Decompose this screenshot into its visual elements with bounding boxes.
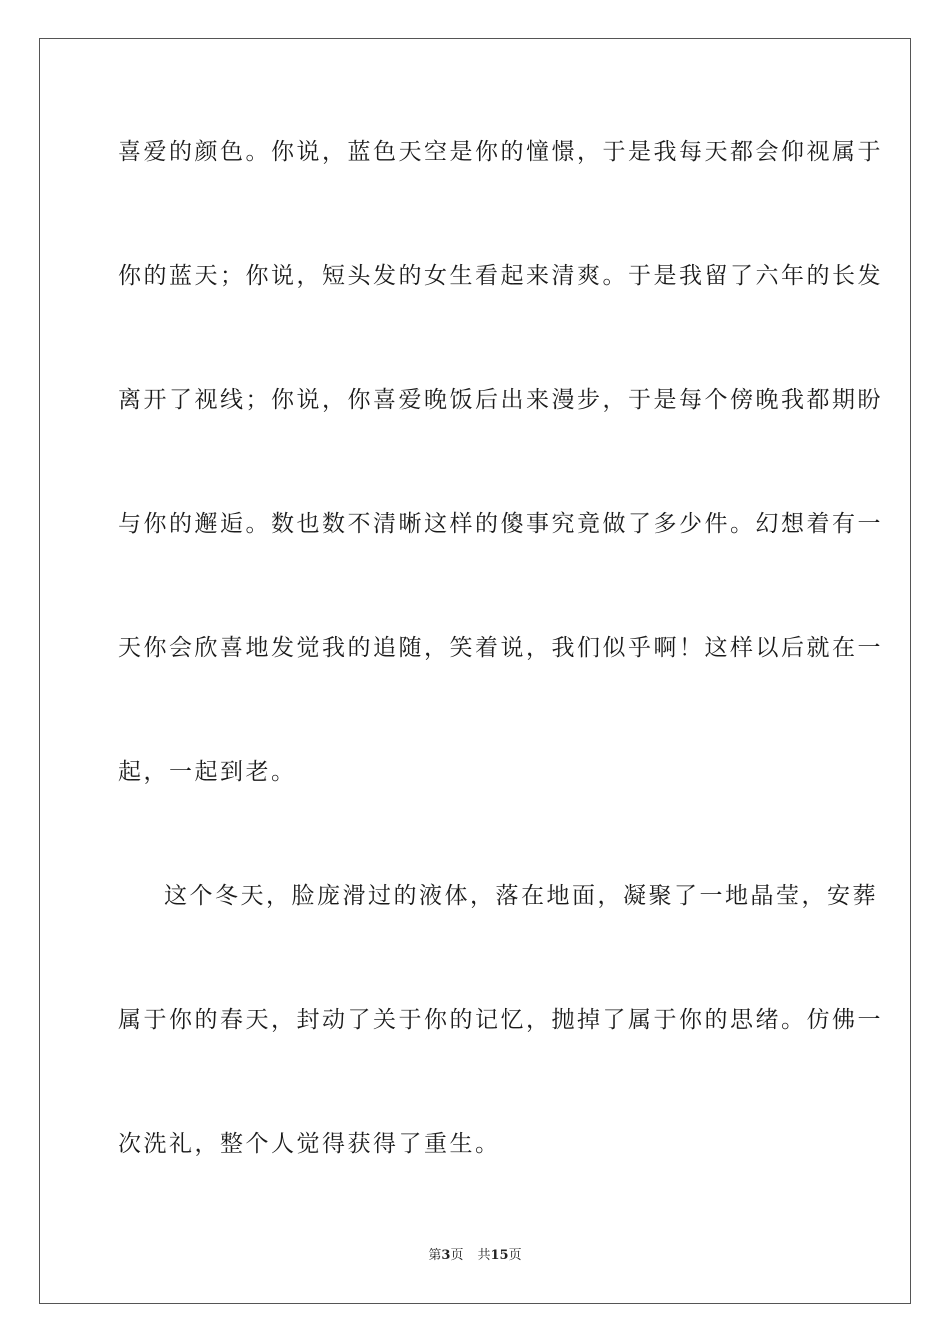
total-suffix: 页 [508,1248,522,1263]
text-line-7: 这个冬天，脸庞滑过的液体，落在地面，凝聚了一地晶莹，安葬 [164,883,878,909]
text-line-6: 起，一起到老。 [118,759,297,785]
text-line-5: 天你会欣喜地发觉我的追随，笑着说，我们似乎啊！这样以后就在一 [118,635,883,661]
text-line-4: 与你的邂逅。数也数不清晰这样的傻事究竟做了多少件。幻想着有一 [118,511,883,537]
page-number: 3 [441,1248,451,1263]
text-line-9: 次洗礼，整个人觉得获得了重生。 [118,1131,501,1157]
text-line-8: 属于你的春天，封动了关于你的记忆，抛掉了属于你的思绪。仿佛一 [118,1007,883,1033]
page-suffix: 页 [450,1248,464,1263]
text-line-2: 你的蓝天；你说，短头发的女生看起来清爽。于是我留了六年的长发 [118,263,883,289]
page-footer [0,1248,950,1264]
total-pages: 15 [490,1248,509,1263]
text-line-1: 喜爱的颜色。你说，蓝色天空是你的憧憬，于是我每天都会仰视属于 [118,139,883,165]
total-prefix: 共 [477,1248,491,1263]
text-line-3: 离开了视线；你说，你喜爱晚饭后出来漫步，于是每个傍晚我都期盼 [118,387,883,413]
page-border [39,38,911,1304]
page-prefix: 第 [428,1248,442,1263]
